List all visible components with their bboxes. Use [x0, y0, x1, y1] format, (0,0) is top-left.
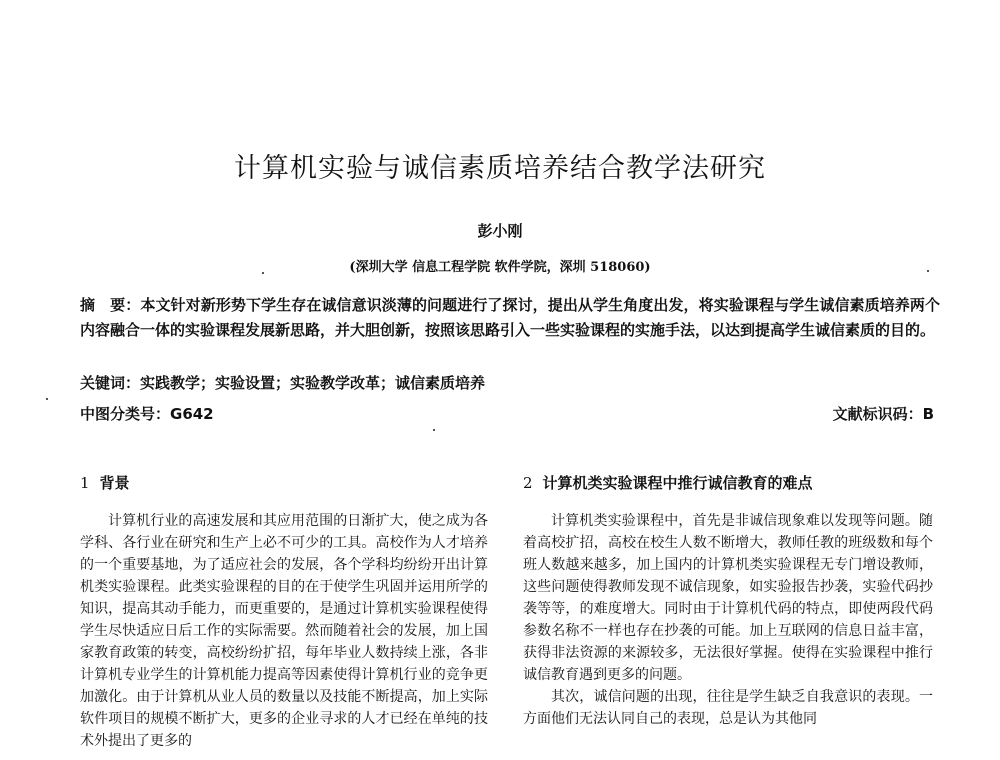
right-column [523, 510, 933, 730]
section-2-heading [523, 472, 813, 493]
scan-speck [433, 429, 435, 431]
keywords-label: 关键词： [80, 374, 141, 392]
section-2-paragraph: 计算机类实验课程中，首先是非诚信现象难以发现等问题。随着高校扩招，高校在校生人数不断增大，教师任教的班级数和每个班人数越来越多，加上国内的计算机类实验课程无专门增设教师，这些问题使得教师发现不诚信现象，如实验报告抄袭，实验代码抄袭等等，的难度增大。同时由于计算机代码的特点，即使两段代码参数名称不一样也存在抄袭的可能。加上互联网的信息日益丰富，获得非法资源的来源较多，无法很好掌握。使得在实验课程中推行诚信教育遇到更多的问题。 [523, 513, 933, 683]
section-2-paragraph: 其次，诚信问题的出现，往往是学生缺乏自我意识的表现。一方面他们无法认同自己的表现，总是认为其他同 [523, 689, 933, 727]
section-2-title: 计算机类实验课程中推行诚信教育的难点 [542, 474, 813, 492]
section-1-number: 1 [80, 474, 90, 492]
abstract [80, 293, 940, 343]
scan-speck [927, 270, 929, 272]
left-column [80, 510, 488, 752]
keywords-text: 实践教学；实验设置；实验教学改革；诚信素质培养 [140, 374, 486, 392]
author-name: 彭小刚 [477, 222, 523, 240]
keywords [80, 372, 940, 393]
abstract-label: 摘 要： [80, 296, 141, 314]
section-1-paragraph: 计算机行业的高速发展和其应用范围的日渐扩大，使之成为各学科、各行业在研究和生产上必不可少的工具。高校作为人才培养的一个重要基地，为了适应社会的发展，各个学科均纷纷开出计算机类实验课程。此类实验课程的目的在于使学生巩固并运用所学的知识，提高其动手能力，而更重要的，是通过计算机实验课程使得学生尽快适应日后工作的实际需要。然而随着社会的发展，加上国家教育政策的转变，高校纷纷扩招，每年毕业人数持续上涨，各非计算机专业学生的计算机能力提高等因素使得计算机行业的竞争更加激化。由于计算机从业人员的数量以及技能不断提高，加上实际软件项目的规模不断扩大，更多的企业寻求的人才已经在单纯的技术外提出了更多的 [80, 513, 488, 749]
section-1-title: 背景 [99, 474, 130, 492]
section-1-heading [80, 472, 130, 493]
scan-speck [46, 398, 48, 400]
section-2-number: 2 [523, 474, 533, 492]
classification-number: 中图分类号：G642 [80, 405, 214, 423]
document-code: 文献标识码：B [832, 405, 934, 423]
abstract-text: 本文针对新形势下学生存在诚信意识淡薄的问题进行了探讨，提出从学生角度出发，将实验课程与学生诚信素质培养两个内容融合一体的实验课程发展新思路，并大胆创新，按照该思路引入一些实验课程的实施手法，以达到提高学生诚信素质的目的。 [80, 296, 940, 339]
paper-title: 计算机实验与诚信素质培养结合教学法研究 [234, 153, 766, 184]
scan-speck [262, 272, 264, 274]
author-affiliation: (深圳大学 信息工程学院 软件学院，深圳 518060) [349, 260, 651, 275]
